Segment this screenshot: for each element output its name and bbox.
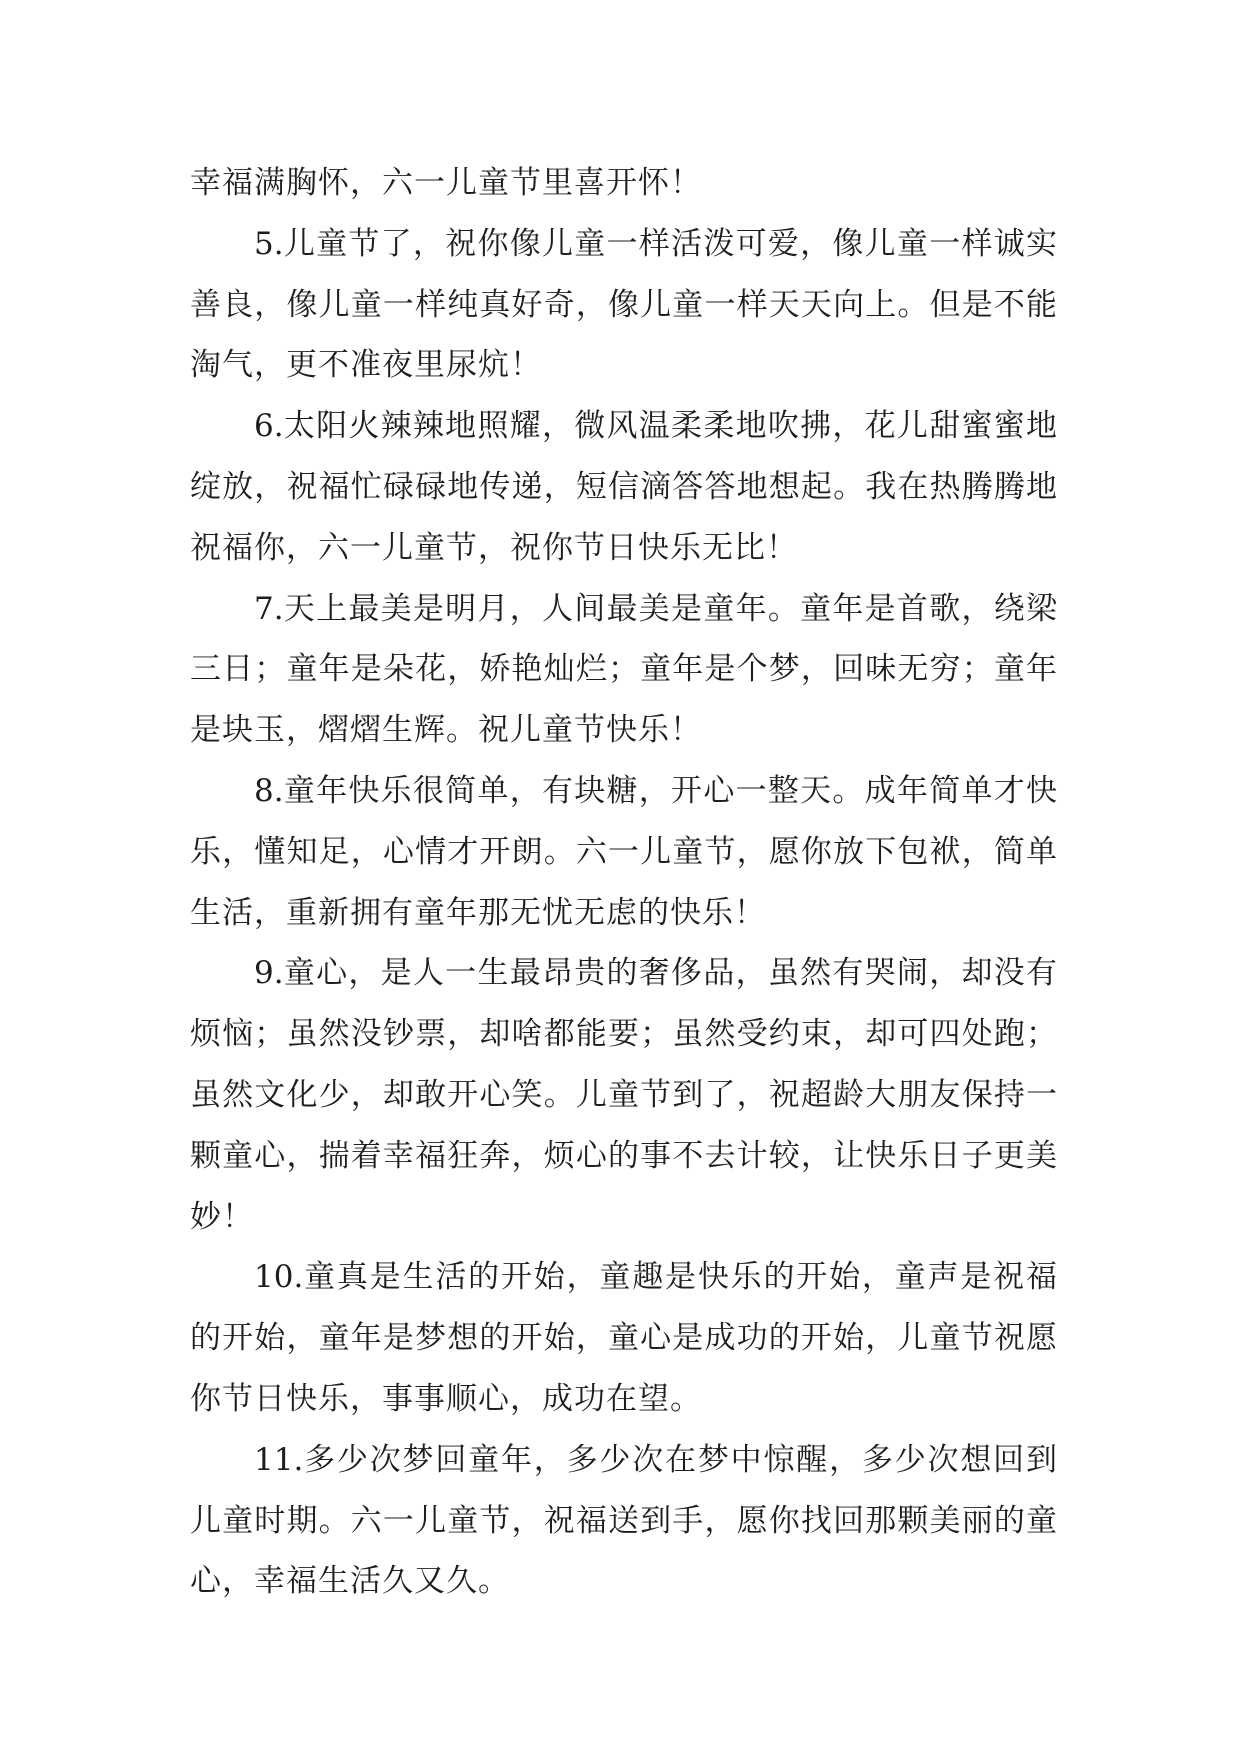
- document-body: [190, 153, 1058, 1612]
- paragraph-text: 太阳火辣辣地照耀，微风温柔柔地吹拂，花儿甜蜜蜜地绽放，祝福忙碌碌地传递，短信滴答答地想起。我在热腾腾地祝福你，六一儿童节，祝你节日快乐无比！: [190, 408, 1058, 566]
- paragraph-number: 8.: [254, 772, 284, 809]
- paragraph-number: 9.: [254, 955, 284, 992]
- paragraph-text: 童年快乐很简单，有块糖，开心一整天。成年简单才快乐，懂知足，心情才开朗。六一儿童节，愿你放下包袱，简单生活，重新拥有童年那无忧无虑的快乐！: [190, 772, 1058, 931]
- paragraph-text: 儿童节了，祝你像儿童一样活泼可爱，像儿童一样诚实善良，像儿童一样纯真好奇，像儿童一样天天向上。但是不能淘气，更不准夜里尿炕！: [190, 225, 1058, 384]
- paragraph-7: [190, 579, 1058, 761]
- paragraph-text: 多少次梦回童年，多少次在梦中惊醒，多少次想回到儿童时期。六一儿童节，祝福送到手，愿你找回那颗美丽的童心，幸福生活久又久。: [190, 1441, 1058, 1600]
- paragraph-number: 5.: [254, 225, 284, 262]
- paragraph-text: 天上最美是明月，人间最美是童年。童年是首歌，绕梁三日；童年是朵花，娇艳灿烂；童年是个梦，回味无穷；童年是块玉，熠熠生辉。祝儿童节快乐！: [190, 590, 1058, 749]
- paragraph-6: [190, 396, 1058, 578]
- paragraph-8: [190, 761, 1058, 943]
- paragraph-number: 10.: [254, 1259, 304, 1296]
- paragraph-number: 7.: [254, 590, 284, 627]
- paragraph-continuation: [190, 153, 1058, 214]
- paragraph-text: 童心，是人一生最昂贵的奢侈品，虽然有哭闹，却没有烦恼；虽然没钞票，却啥都能要；虽然受约束，却可四处跑；虽然文化少，却敢开心笑。儿童节到了，祝超龄大朋友保持一颗童心，揣着幸福狂奔，烦心的事不去计较，让快乐日子更美妙！: [190, 955, 1058, 1235]
- paragraph-10: [190, 1247, 1058, 1429]
- paragraph-5: [190, 214, 1058, 396]
- paragraph-text: 幸福满胸怀，六一儿童节里喜开怀！: [190, 165, 702, 201]
- paragraph-number: 11.: [254, 1441, 304, 1478]
- paragraph-11: [190, 1430, 1058, 1612]
- paragraph-9: [190, 943, 1058, 1247]
- paragraph-text: 童真是生活的开始，童趣是快乐的开始，童声是祝福的开始，童年是梦想的开始，童心是成功的开始，儿童节祝愿你节日快乐，事事顺心，成功在望。: [190, 1259, 1058, 1417]
- paragraph-number: 6.: [254, 408, 284, 445]
